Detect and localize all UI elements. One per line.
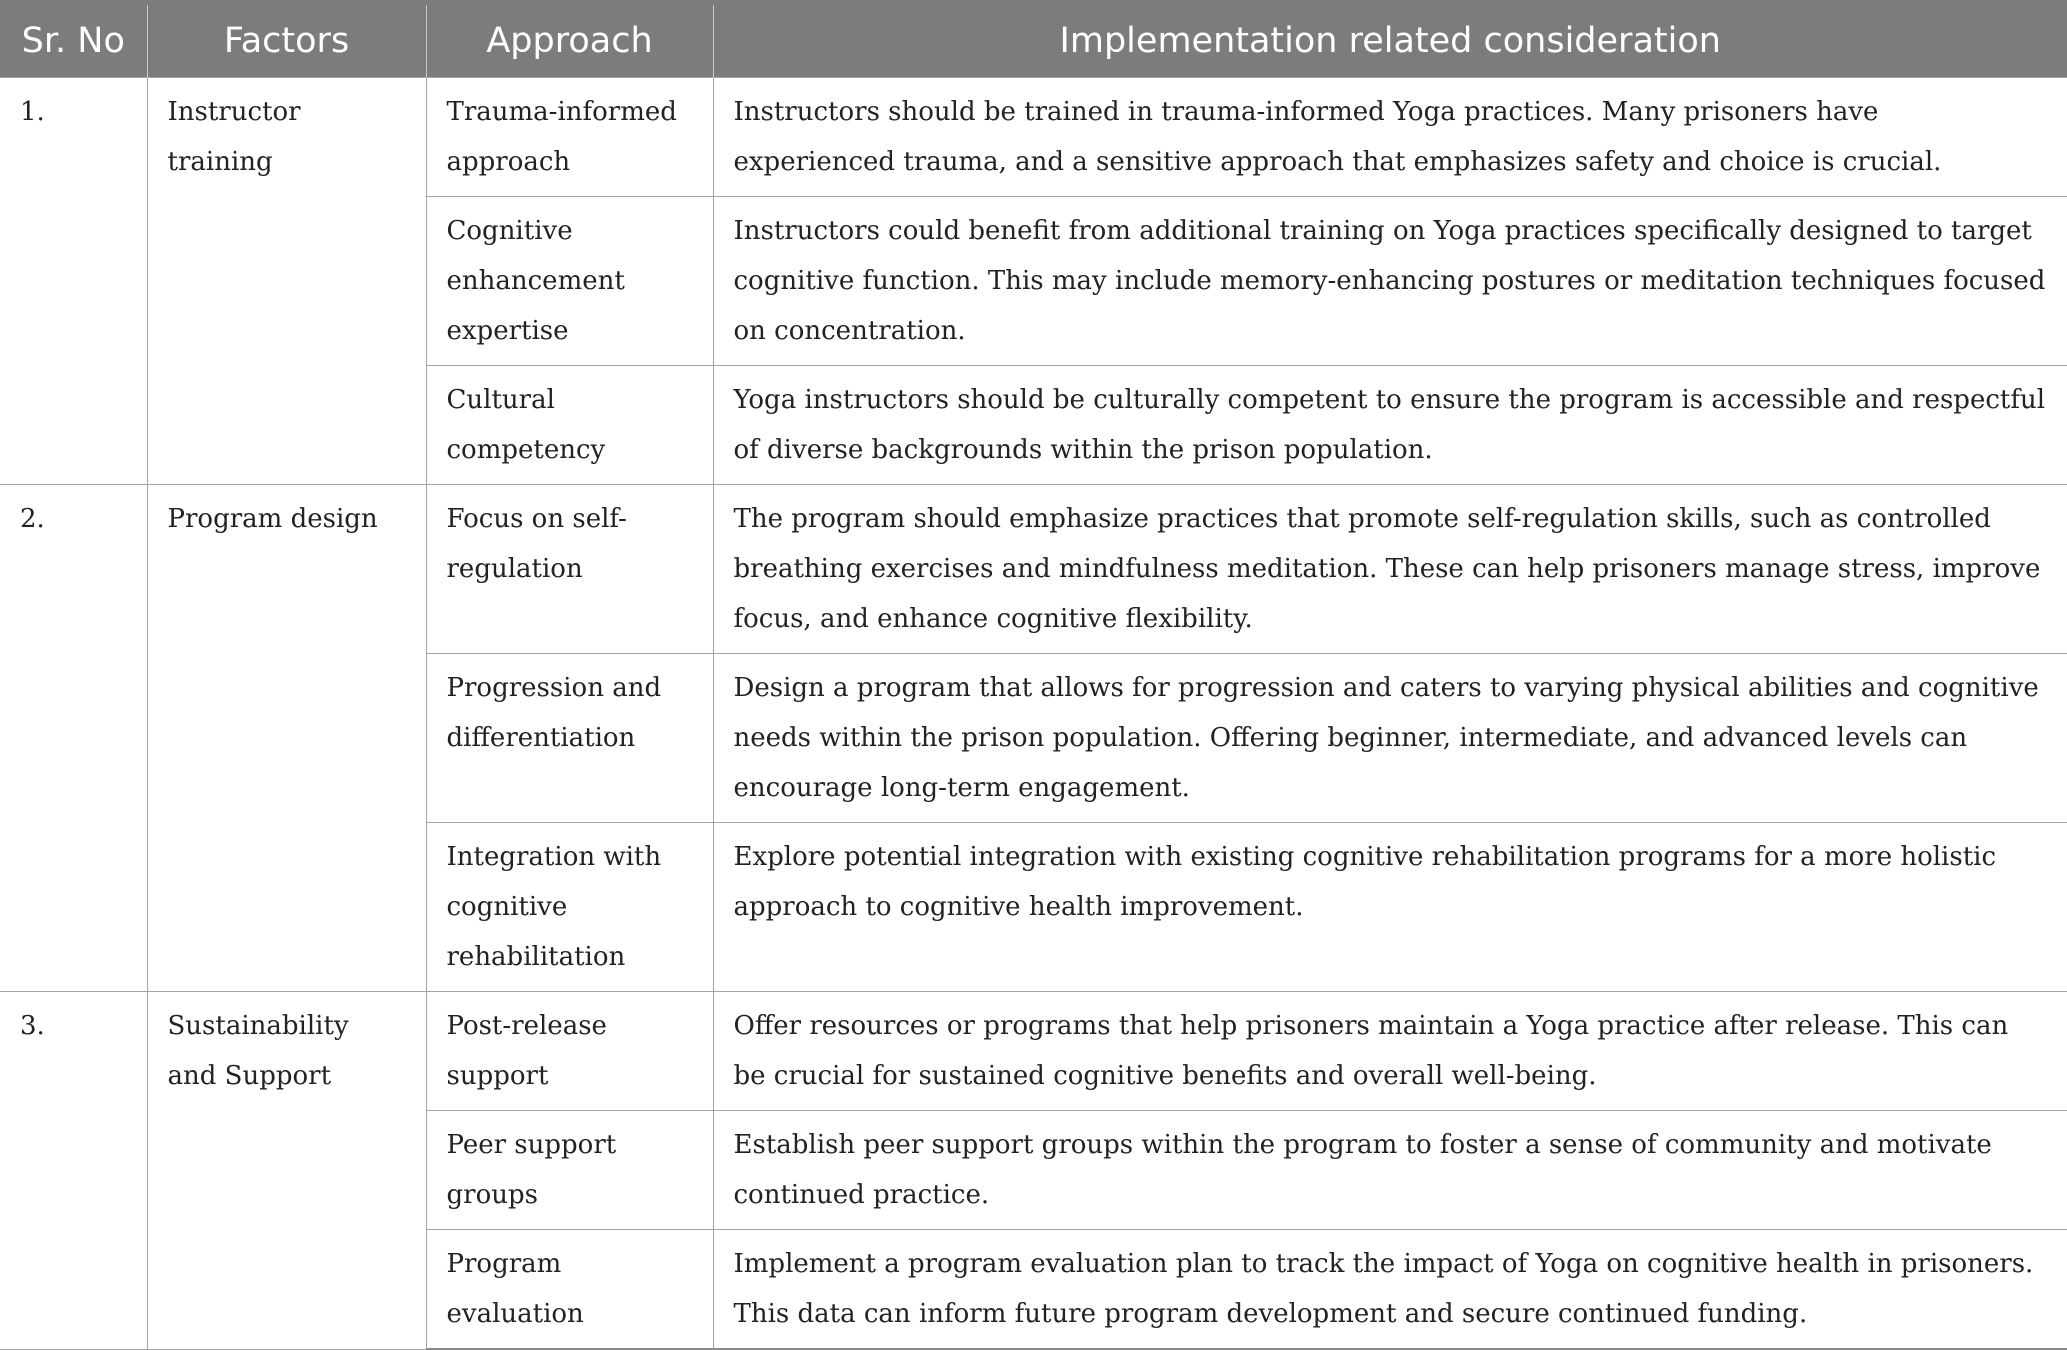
table-body (0, 78, 2067, 1350)
consideration-cell: Design a program that allows for progression and caters to varying physical abilities and cognitive needs within the prison population. Offering beginner, intermediate, and advanced levels can encourage long-term engagement. (713, 654, 2067, 823)
header-approach: Approach (426, 3, 713, 78)
consideration-cell: Instructors should be trained in trauma-informed Yoga practices. Many prisoners have experienced trauma, and a sensitive approach that emphasizes safety and choice is crucial. (713, 78, 2067, 197)
consideration-cell: Yoga instructors should be culturally competent to ensure the program is accessible and respectful of diverse backgrounds within the prison population. (713, 366, 2067, 485)
table-row (0, 992, 2067, 1111)
factor-cell: Program design (147, 485, 426, 992)
header-consideration: Implementation related consideration (713, 3, 2067, 78)
approach-cell: Focus on self-regulation (426, 485, 713, 654)
approach-cell: Progression and differentiation (426, 654, 713, 823)
approach-cell: Peer support groups (426, 1111, 713, 1230)
header-row (0, 3, 2067, 78)
consideration-cell: Implement a program evaluation plan to track the impact of Yoga on cognitive health in prisoners. This data can inform future program development and secure continued funding. (713, 1230, 2067, 1350)
sr-no-cell: 3. (0, 992, 147, 1350)
approach-cell: Trauma-informed approach (426, 78, 713, 197)
table-row (0, 485, 2067, 654)
factor-cell: Sustainability and Support (147, 992, 426, 1350)
approach-cell: Integration with cognitive rehabilitation (426, 823, 713, 992)
sr-no-cell: 2. (0, 485, 147, 992)
consideration-cell: The program should emphasize practices that promote self-regulation skills, such as controlled breathing exercises and mindfulness meditation. These can help prisoners manage stress, improve focus, and enhance cognitive flexibility. (713, 485, 2067, 654)
consideration-cell: Instructors could benefit from additional training on Yoga practices specifically designed to target cognitive function. This may include memory-enhancing postures or meditation techniques focused on concentration. (713, 197, 2067, 366)
header-factors: Factors (147, 3, 426, 78)
table-row (0, 78, 2067, 197)
table-header (0, 3, 2067, 78)
approach-cell: Cognitive enhancement expertise (426, 197, 713, 366)
header-sr-no: Sr. No (0, 3, 147, 78)
approach-cell: Cultural competency (426, 366, 713, 485)
consideration-cell: Establish peer support groups within the program to foster a sense of community and motivate continued practice. (713, 1111, 2067, 1230)
sr-no-cell: 1. (0, 78, 147, 485)
consideration-cell: Explore potential integration with existing cognitive rehabilitation programs for a more holistic approach to cognitive health improvement. (713, 823, 2067, 992)
approach-cell: Program evaluation (426, 1230, 713, 1350)
approach-cell: Post-release support (426, 992, 713, 1111)
consideration-cell: Offer resources or programs that help prisoners maintain a Yoga practice after release. This can be crucial for sustained cognitive benefits and overall well-being. (713, 992, 2067, 1111)
factor-cell: Instructor training (147, 78, 426, 485)
